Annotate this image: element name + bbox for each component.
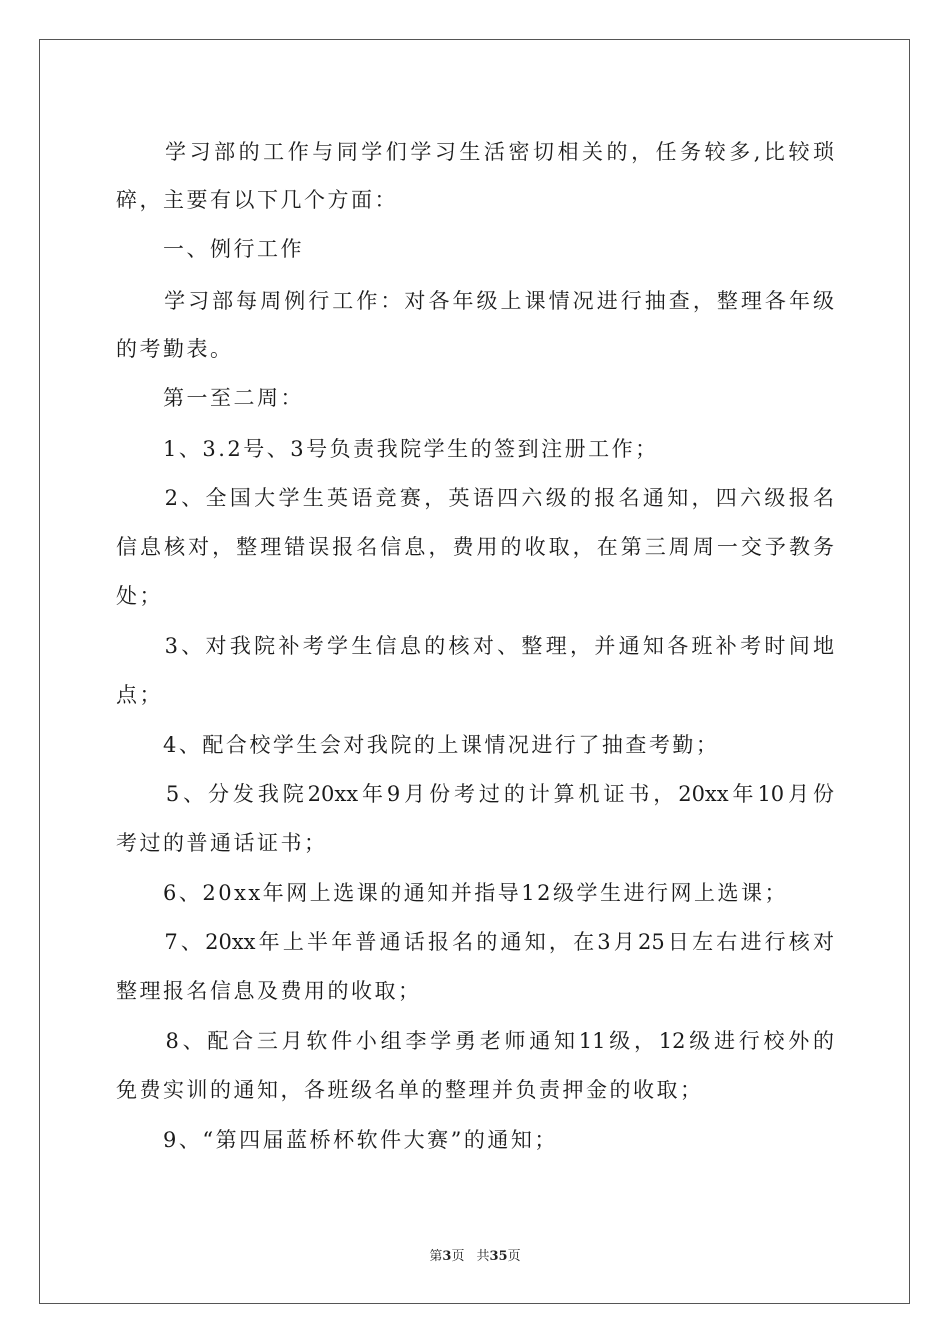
list-item: 9、“第四届蓝桥杯软件大赛”的通知； bbox=[116, 1128, 558, 1152]
text-line: 处； bbox=[116, 584, 163, 608]
text-line: 学习部每周例行工作：对各年级上课情况进行抽查，整理各年级 bbox=[116, 289, 834, 313]
text-line: 碎，主要有以下几个方面： bbox=[116, 188, 398, 212]
list-item: 8、配合三月软件小组李学勇老师通知11级，12级进行校外的 bbox=[116, 1029, 834, 1053]
list-item: 3、对我院补考学生信息的核对、整理，并通知各班补考时间地 bbox=[116, 634, 834, 658]
list-item: 1、3.2号、3号负责我院学生的签到注册工作； bbox=[116, 437, 659, 461]
list-item: 2、全国大学生英语竞赛，英语四六级的报名通知，四六级报名 bbox=[116, 486, 834, 510]
list-item: 5、分发我院20xx年9月份考过的计算机证书，20xx年10月份 bbox=[116, 782, 834, 806]
page-current: 3 bbox=[442, 1249, 452, 1264]
list-item: 6、20xx年网上选课的通知并指导12级学生进行网上选课； bbox=[116, 881, 788, 905]
text-line: 学习部的工作与同学们学习生活密切相关的，任务较多,比较琐 bbox=[116, 140, 834, 164]
text-line: 第一至二周： bbox=[116, 386, 304, 410]
text-line: 整理报名信息及费用的收取； bbox=[116, 979, 422, 1003]
page-total: 35 bbox=[489, 1249, 508, 1264]
page-unit: 页 bbox=[451, 1249, 465, 1264]
list-item: 7、20xx年上半年普通话报名的通知，在3月25日左右进行核对 bbox=[116, 930, 834, 954]
list-item: 4、配合校学生会对我院的上课情况进行了抽查考勤； bbox=[116, 733, 720, 757]
text-line: 免费实训的通知，各班级名单的整理并负责押金的收取； bbox=[116, 1078, 704, 1102]
text-line: 信息核对，整理错误报名信息，费用的收取，在第三周周一交予教务 bbox=[116, 535, 834, 559]
text-line: 点； bbox=[116, 683, 163, 707]
text-line: 考过的普通话证书； bbox=[116, 831, 328, 855]
page-prefix: 第 bbox=[429, 1249, 443, 1264]
page-border bbox=[39, 39, 910, 1304]
text-line: 的考勤表。 bbox=[116, 337, 234, 361]
section-heading: 一、例行工作 bbox=[116, 237, 304, 261]
page-footer bbox=[0, 1249, 950, 1265]
total-prefix: 共 bbox=[476, 1249, 490, 1264]
total-unit: 页 bbox=[507, 1249, 521, 1264]
